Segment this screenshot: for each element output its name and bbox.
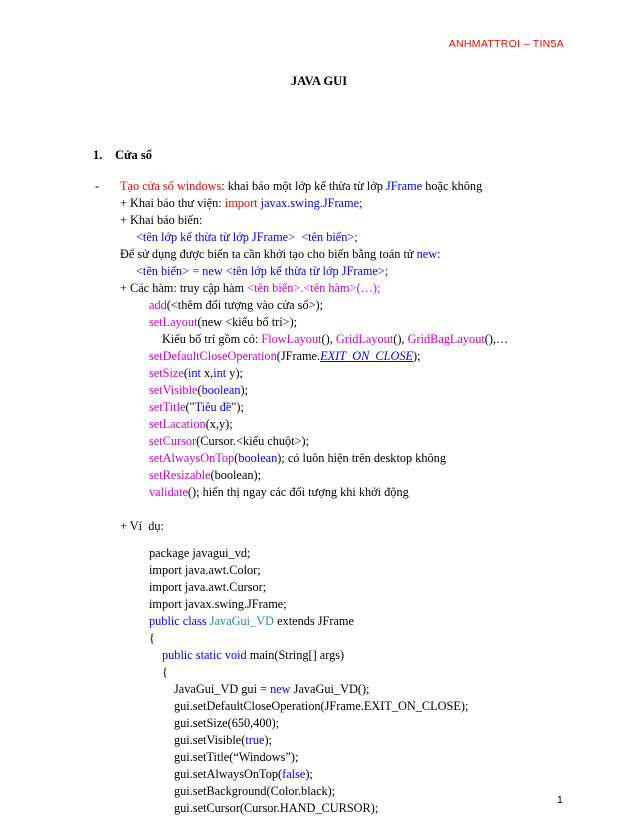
code-line-8: { [162, 665, 168, 679]
text-line-19: validate(); hiển thị ngay các đối tượng khi khởi động [149, 485, 409, 499]
text-line-8: add(<thêm đối tượng vào cửa sổ>); [149, 298, 324, 312]
code-line-13: gui.setTitle(“Windows”); [174, 750, 299, 764]
example-label: + Ví dụ: [120, 519, 164, 533]
text-line-11: setDefaultCloseOperation(JFrame.EXIT_ON_CLOSE); [149, 349, 421, 363]
section-heading [93, 148, 152, 163]
section-number: 1. [93, 148, 103, 162]
text-line-12: setSize(int x,int y); [149, 366, 243, 380]
code-line-14: gui.setAlwaysOnTop(false); [174, 767, 313, 781]
code-line-11: gui.setSize(650,400); [174, 716, 280, 730]
code-line-3: import java.awt.Cursor; [149, 580, 267, 594]
bullet-dash: - [95, 179, 100, 193]
text-line-16: setCursor(Cursor.<kiểu chuột>); [149, 434, 310, 448]
text-line-7: + Các hàm: truy cập hàm <tên biến>.<tên hàm>(…); [120, 281, 381, 295]
text-line-1: Tạo cửa sổ windows: khai báo một lớp kế thừa từ lớp JFrame hoặc không [120, 179, 483, 193]
text-line-10: Kiểu bố trí gồm có: FlowLayout(), GridLayout(), GridBagLayout(),… [162, 332, 509, 346]
code-line-1: package javagui_vd; [149, 546, 251, 560]
code-line-7: public static void main(String[] args) [162, 648, 345, 662]
text-line-4: <tên lớp kế thừa từ lớp JFrame> <tên biến>; [136, 230, 358, 244]
code-line-4: import javax.swing.JFrame; [149, 597, 287, 611]
page-header: ANHMATTROI – TIN5A [448, 38, 564, 50]
code-line-9: JavaGui_VD gui = new JavaGui_VD(); [174, 682, 370, 696]
code-line-6: { [149, 631, 155, 645]
page-number: 1 [557, 794, 563, 806]
code-line-10: gui.setDefaultCloseOperation(JFrame.EXIT_ON_CLOSE); [174, 699, 469, 713]
document-title: JAVA GUI [290, 74, 348, 88]
text-line-2: + Khai báo thư viện: import javax.swing.JFrame; [120, 196, 363, 210]
text-line-13: setVisible(boolean); [149, 383, 249, 397]
code-line-16: gui.setCursor(Cursor.HAND_CURSOR); [174, 801, 379, 815]
text-line-3: + Khai báo biến: [120, 213, 203, 227]
code-line-15: gui.setBackground(Color.black); [174, 784, 336, 798]
code-line-2: import java.awt.Color; [149, 563, 261, 577]
text-line-17: setAlwaysOnTop(boolean); có luôn hiện trên desktop không [149, 451, 446, 465]
text-line-18: setResizable(boolean); [149, 468, 262, 482]
section-label: Cửa sổ [115, 148, 153, 162]
text-line-6: <tên biến> = new <tên lớp kế thừa từ lớp JFrame>; [136, 264, 389, 278]
text-line-5: Để sử dụng được biến ta cần khởi tạo cho biến bằng toán tử new: [120, 247, 441, 261]
text-line-15: setLacation(x,y); [149, 417, 233, 431]
code-line-12: gui.setVisible(true); [174, 733, 272, 747]
text-line-9: setLayout(new <kiểu bố trí>); [149, 315, 298, 329]
text-line-14: setTitle("Tiêu đề"); [149, 400, 244, 414]
code-line-5: public class JavaGui_VD extends JFrame [149, 614, 354, 628]
